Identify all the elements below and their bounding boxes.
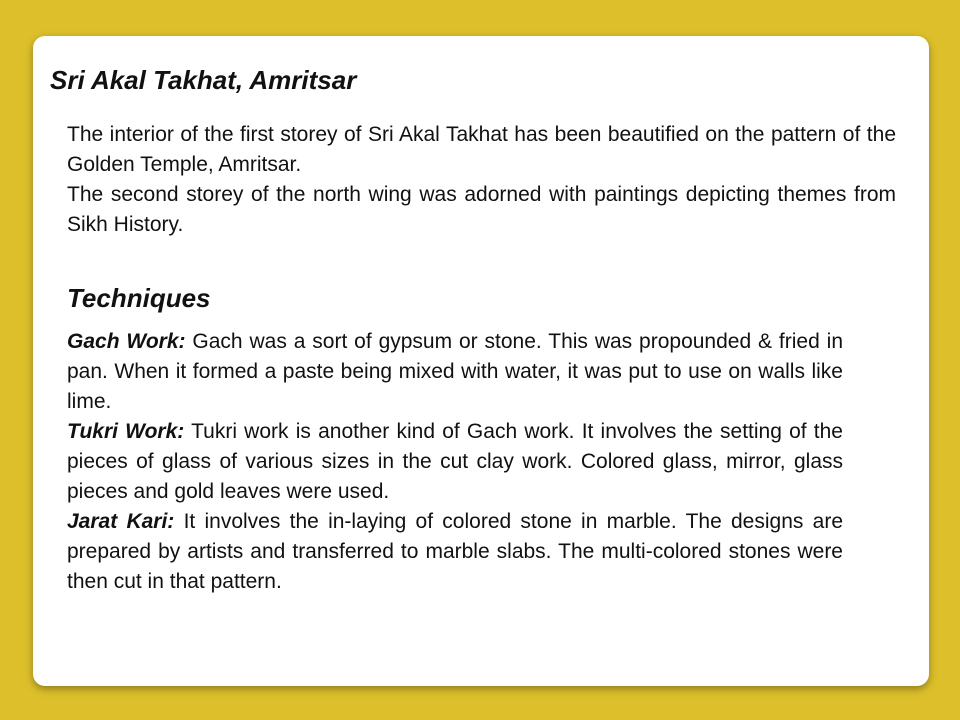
technique-gach-work: [67, 327, 843, 417]
technique-description: It involves the in-laying of colored stone in marble. The designs are prepared by artists and transferred to marble slabs. The multi-colored stones were then cut in that pattern.: [67, 510, 843, 593]
technique-jarat-kari: [67, 507, 843, 597]
technique-term: Tukri Work:: [67, 420, 185, 443]
technique-term: Jarat Kari:: [67, 510, 175, 533]
slide-title: Sri Akal Takhat, Amritsar: [50, 65, 357, 95]
technique-tukri-work: [67, 417, 843, 507]
intro-block: [67, 120, 896, 240]
intro-paragraph-1: The interior of the first storey of Sri Akal Takhat has been beautified on the pattern of the Golden Temple, Amritsar.: [67, 123, 896, 176]
technique-description: Tukri work is another kind of Gach work. It involves the setting of the pieces of glass of various sizes in the cut clay work. Colored glass, mirror, glass pieces and gold leaves were used.: [67, 420, 843, 503]
techniques-heading: Techniques: [67, 283, 211, 313]
technique-term: Gach Work:: [67, 330, 186, 353]
technique-description: Gach was a sort of gypsum or stone. This was propounded & fried in pan. When it formed a paste being mixed with water, it was put to use on walls like lime.: [67, 330, 844, 413]
techniques-list: [67, 327, 843, 597]
intro-paragraph-2: The second storey of the north wing was adorned with paintings depicting themes from Sikh History.: [67, 183, 896, 236]
